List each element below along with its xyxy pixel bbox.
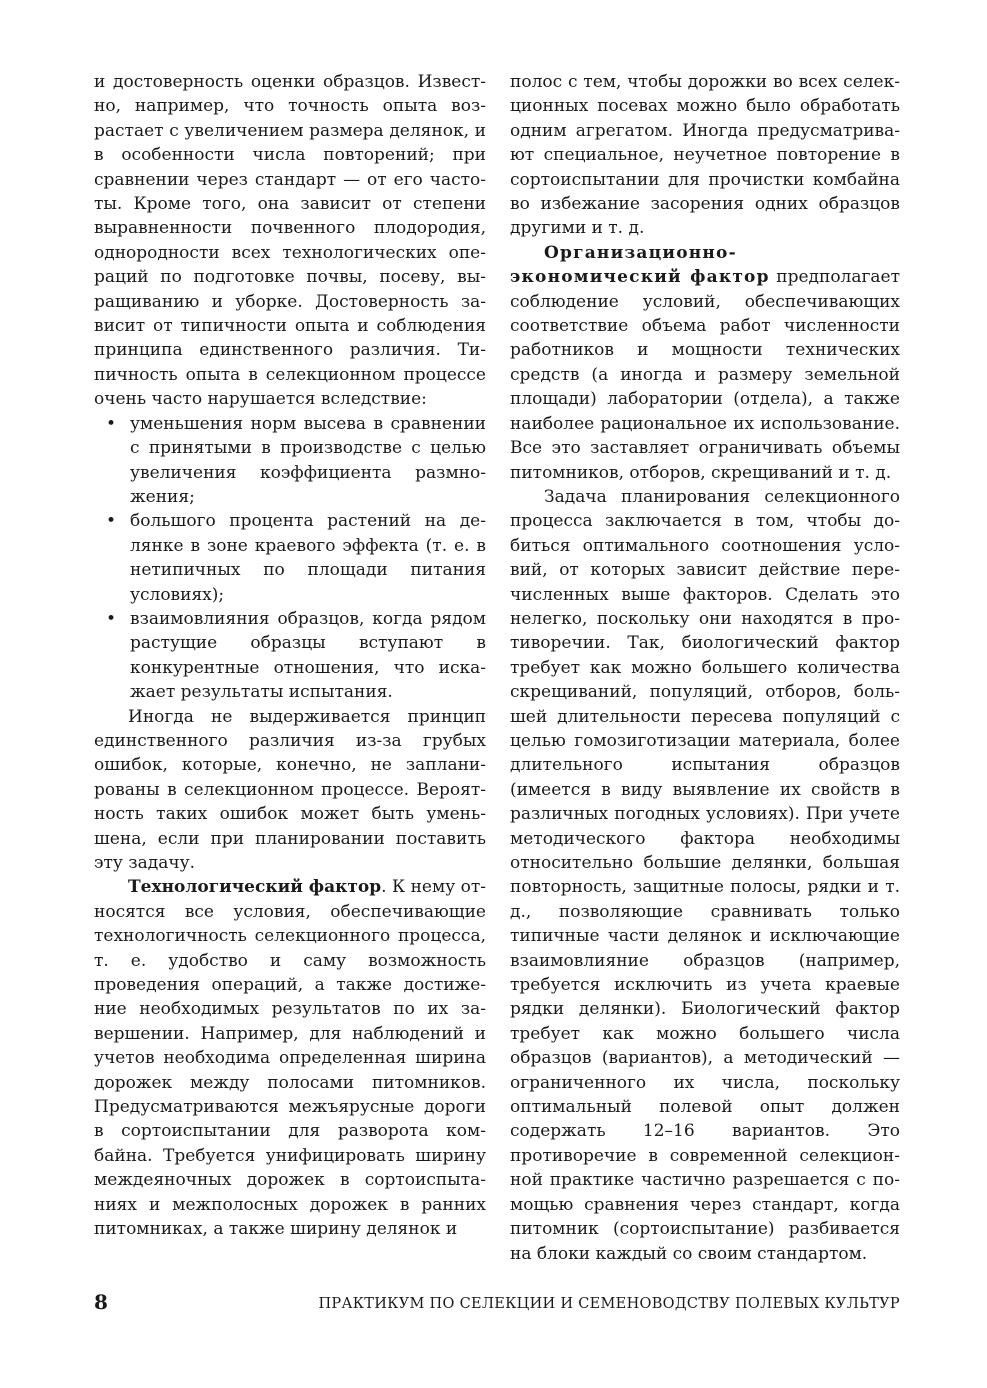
paragraph-task: Задача планирования селекционного процесса заключается в том, чтобы добиться оптимального соотношения условий, от которых зависит действие перечисленных выше факторов. Сделать это нелегко, поскольку они находятся в противоречии. Так, биологический фактор требует как можно большего количества скрещиваний, популяций, отборов, большей длительности пересева популяций с целью гомозиготизации материала, более длительного испытания образцов (имеется в виду выявление их свойств в различных погодных условиях). При учете методического фактора необходимы относительно большие делянки, большая повторность, защитные полосы, рядки и т. д., позволяющие сравнивать только типичные части делянок и исключающие взаимовлияние образцов (например, требуется исключить из учета краевые рядки делянки). Биологический фактор требует как можно большего числа образцов (вариантов), а методический — ограниченного их числа, поскольку оптимальный полевой опыт должен содержать 12–16 вариантов. Это противоречие в современной селекционной практике частично разрешается с помощью сравнения через стандарт, когда питомник (сортоиспытание) разбивается на блоки каждый со своим стандартом. [510,486,900,1264]
running-title: ПРАКТИКУМ ПО СЕЛЕКЦИИ И СЕМЕНОВОДСТВУ ПОЛЕВЫХ КУЛЬТУР [318,1296,900,1312]
page-footer [94,1290,900,1320]
bullet-item: • большого процента растений на делянке в зоне краевого эффекта (т. е. в нетипичных по площади питания условиях); [94,509,486,607]
paragraph-errors: Иногда не выдерживается принцип единственного различия из-за грубых ошибок, которые, конечно, не запланированы в селекционном процессе. Вероятность таких ошибок может быть уменьшена, если при планировании поставить эту задачу. [94,706,486,873]
left-column [94,70,486,1242]
paragraph-intro: и достоверность оценки образцов. Известно, например, что точность опыта возрастает с увеличением размера делянок, и в особенности числа повторений; при сравнении через стандарт — от его частоты. Кроме того, она зависит от степени выравненности почвенного плодородия, однородности всех технологических операций по подготовке почвы, посеву, выращиванию и уборке. Достоверность зависит от типичности опыта и соблюдения принципа единственного различия. Типичность опыта в селекционном процессе очень часто нарушается вследствие: [94,72,486,410]
tech-factor-text: . К нему относятся все условия, обеспечивающие технологичность селекционного процесса, т. е. удобство и саму возможность проведения операций, а также достижение необходимых результатов по их завершении. Например, для наблюдений и учетов необходима определенная ширина дорожек между полосами питомников. Предусматриваются межъярусные дороги в сортоиспытании для разворота комбайна. Требуется унифицировать ширину междеяночных дорожек в сортоиспытаниях и межполосных дорожек в ранних питомниках, а также ширину делянок и [94,877,487,1240]
page-number: 8 [94,1290,108,1314]
paragraph-tech-factor [94,875,486,1241]
bullet-item: • уменьшения норм высева в сравнении с принятыми в производстве с целью увеличения коэффициента размножения; [94,412,486,510]
tech-factor-heading: Технологический фактор [128,877,382,898]
org-factor-heading: Организационно-экономический фактор [510,242,770,288]
right-column [510,70,900,1266]
paragraph-org-factor [510,241,900,485]
paragraph-continued: полос с тем, чтобы дорожки во всех селекционных посевах можно было обработать одним агрегатом. Иногда предусматривают специальное, неучетное повторение в сортоиспытании для прочистки комбайна во избежание засорения одних образцов другими и т. д. [510,72,900,239]
bullet-list [94,412,486,705]
bullet-item: • взаимовлияния образцов, когда рядом растущие образцы вступают в конкурентные отношения, что искажает результаты испытания. [94,607,486,705]
org-factor-text: предполагает соблюдение условий, обеспечивающих соответствие объема работ численности работников и мощности технических средств (а иногда и размеру земельной площади) лаборатории (отдела), а также наиболее рациональное их использование. Все это заставляет ограничивать объемы питомников, отборов, скрещиваний и т. д. [510,267,900,483]
